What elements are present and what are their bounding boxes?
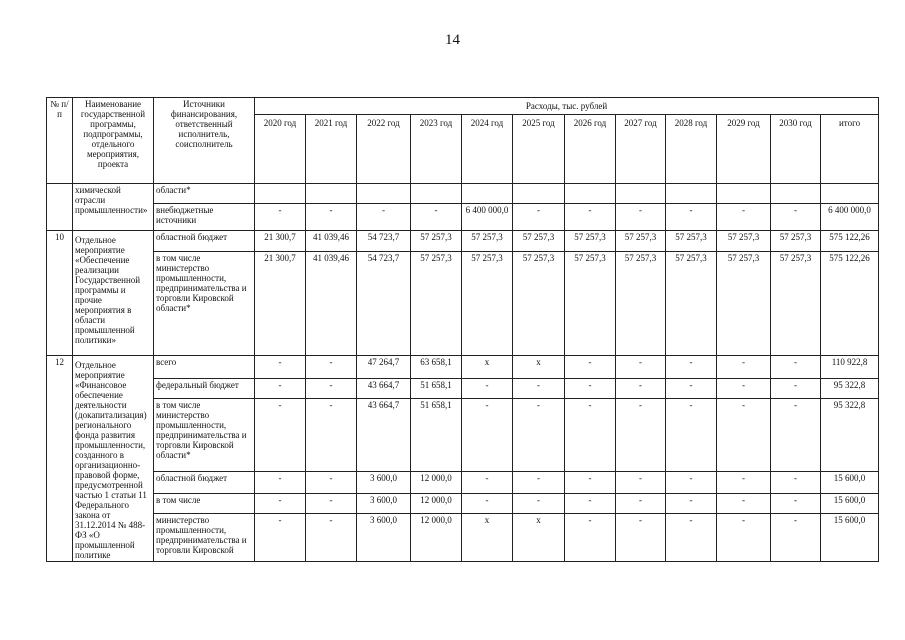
header-year: 2028 год (666, 115, 717, 184)
value-cell: 57 257,3 (411, 252, 462, 356)
funding-source: областной бюджет (154, 231, 255, 252)
program-name: Отдельное мероприятие «Обеспечение реализации Государственной программы и прочие мероприятия в области промышленной политики» (73, 231, 154, 356)
value-cell: - (411, 204, 462, 231)
value-cell: - (717, 356, 771, 379)
value-total: 15 600,0 (821, 471, 879, 493)
table-row (47, 514, 879, 562)
table-row (47, 399, 879, 471)
value-cell: 57 257,3 (771, 231, 821, 252)
value-cell: - (616, 204, 666, 231)
funding-source: в том числе министерство промышленности, предпринимательства и торговли Кировской области* (154, 252, 255, 356)
value-cell: - (462, 471, 513, 493)
value-cell: - (616, 471, 666, 493)
value-cell: - (565, 471, 616, 493)
header-year: 2025 год (513, 115, 565, 184)
value-cell: 63 658,1 (411, 356, 462, 379)
value-cell: - (513, 493, 565, 514)
value-cell: 57 257,3 (565, 252, 616, 356)
row-number: 12 (47, 356, 73, 562)
funding-source: области* (154, 184, 255, 204)
value-cell: х (462, 514, 513, 562)
value-cell (462, 184, 513, 204)
value-cell: - (616, 356, 666, 379)
value-cell (411, 184, 462, 204)
value-total: 110 922,8 (821, 356, 879, 379)
value-cell: - (771, 493, 821, 514)
value-cell: - (513, 399, 565, 471)
value-cell: - (771, 399, 821, 471)
value-cell: - (771, 356, 821, 379)
value-cell: - (357, 204, 411, 231)
value-cell (616, 184, 666, 204)
value-cell (513, 184, 565, 204)
value-cell: х (513, 514, 565, 562)
value-cell (357, 184, 411, 204)
value-cell: - (255, 493, 306, 514)
value-cell: - (255, 471, 306, 493)
value-cell: - (306, 204, 357, 231)
value-cell: - (306, 399, 357, 471)
funding-source: внебюджетные источники (154, 204, 255, 231)
value-total: 95 322,8 (821, 378, 879, 399)
funding-source: в том числе (154, 493, 255, 514)
value-cell: - (666, 356, 717, 379)
table-row (47, 252, 879, 356)
value-cell: - (771, 378, 821, 399)
value-cell: - (616, 493, 666, 514)
value-cell: х (462, 356, 513, 379)
value-cell: 57 257,3 (513, 231, 565, 252)
value-total: 575 122,26 (821, 231, 879, 252)
value-cell (666, 184, 717, 204)
value-cell: - (771, 204, 821, 231)
value-cell: - (771, 514, 821, 562)
value-cell: - (255, 399, 306, 471)
header-year: 2022 год (357, 115, 411, 184)
value-cell: 57 257,3 (462, 252, 513, 356)
value-cell: - (616, 378, 666, 399)
value-cell: 57 257,3 (462, 231, 513, 252)
value-cell: - (462, 493, 513, 514)
value-cell: - (771, 471, 821, 493)
value-cell: 41 039,46 (306, 231, 357, 252)
value-cell: 43 664,7 (357, 399, 411, 471)
value-cell: х (513, 356, 565, 379)
header-year: 2023 год (411, 115, 462, 184)
header-expenses: Расходы, тыс. рублей (255, 98, 879, 115)
header-year: 2020 год (255, 115, 306, 184)
program-name: химической отрасли промышленности» (73, 184, 154, 231)
table-row (47, 184, 879, 204)
value-cell: - (565, 399, 616, 471)
value-cell: - (666, 471, 717, 493)
value-cell: 43 664,7 (357, 378, 411, 399)
value-cell: - (462, 378, 513, 399)
page-number: 14 (445, 32, 460, 48)
value-total: 6 400 000,0 (821, 204, 879, 231)
value-cell: 47 264,7 (357, 356, 411, 379)
value-cell: - (666, 493, 717, 514)
value-cell: - (717, 493, 771, 514)
value-cell: 54 723,7 (357, 252, 411, 356)
header-year: 2021 год (306, 115, 357, 184)
value-cell (771, 184, 821, 204)
value-cell: - (717, 399, 771, 471)
value-cell: - (666, 204, 717, 231)
value-cell (255, 184, 306, 204)
budget-table (46, 97, 879, 562)
value-cell: - (462, 399, 513, 471)
value-cell: - (255, 378, 306, 399)
table-row (47, 378, 879, 399)
header-name: Наименование государственной программы, подпрограммы, отдельного мероприятия, проекта (73, 98, 154, 184)
value-cell: - (565, 514, 616, 562)
value-cell: - (717, 514, 771, 562)
value-cell: - (306, 378, 357, 399)
value-cell: 57 257,3 (771, 252, 821, 356)
value-cell: - (666, 378, 717, 399)
value-cell: 57 257,3 (717, 252, 771, 356)
value-cell: 41 039,46 (306, 252, 357, 356)
program-name: Отдельное мероприятие «Финансовое обеспечение деятельности (докапитализация) регионального фонда развития промышленности, созданного в организационно-правовой форме, предусмотренной частью 1 статьи 11 Федерального закона от 31.12.2014 № 488-ФЗ «О промышленной политике (73, 356, 154, 562)
value-cell: - (616, 514, 666, 562)
value-cell: 3 600,0 (357, 471, 411, 493)
value-cell: - (717, 471, 771, 493)
header-year: 2027 год (616, 115, 666, 184)
value-cell: - (306, 493, 357, 514)
value-cell (306, 184, 357, 204)
value-total: 575 122,26 (821, 252, 879, 356)
value-cell: 54 723,7 (357, 231, 411, 252)
value-cell: - (717, 204, 771, 231)
value-cell: - (513, 204, 565, 231)
value-total: 95 322,8 (821, 399, 879, 471)
header-no: № п/п (47, 98, 73, 184)
value-cell: - (565, 493, 616, 514)
value-cell: 57 257,3 (666, 252, 717, 356)
header-year: 2029 год (717, 115, 771, 184)
funding-source: федеральный бюджет (154, 378, 255, 399)
value-cell: - (666, 514, 717, 562)
value-cell: 51 658,1 (411, 399, 462, 471)
table-row (47, 204, 879, 231)
value-cell: 21 300,7 (255, 252, 306, 356)
table-row (47, 356, 879, 379)
value-cell: - (565, 378, 616, 399)
value-cell: 12 000,0 (411, 514, 462, 562)
value-cell: 57 257,3 (717, 231, 771, 252)
value-cell: - (255, 204, 306, 231)
value-cell: - (306, 471, 357, 493)
value-cell: - (616, 399, 666, 471)
funding-source: всего (154, 356, 255, 379)
value-cell: - (666, 399, 717, 471)
funding-source: министерство промышленности, предпринимательства и торговли Кировской (154, 514, 255, 562)
value-total: 15 600,0 (821, 493, 879, 514)
value-cell: - (306, 514, 357, 562)
value-total (821, 184, 879, 204)
funding-source: в том числе министерство промышленности, предпринимательства и торговли Кировской области* (154, 399, 255, 471)
table-row (47, 493, 879, 514)
header-source: Источники финансирования, ответственный исполнитель, соисполнитель (154, 98, 255, 184)
value-cell: - (565, 356, 616, 379)
value-cell: 3 600,0 (357, 514, 411, 562)
value-cell (717, 184, 771, 204)
header-year: 2030 год (771, 115, 821, 184)
value-cell: 6 400 000,0 (462, 204, 513, 231)
value-cell: 57 257,3 (616, 252, 666, 356)
value-cell: 12 000,0 (411, 493, 462, 514)
value-cell: 57 257,3 (565, 231, 616, 252)
header-year: итого (821, 115, 879, 184)
value-cell: - (513, 378, 565, 399)
value-cell: - (717, 378, 771, 399)
funding-source: областной бюджет (154, 471, 255, 493)
value-cell: 57 257,3 (616, 231, 666, 252)
value-total: 15 600,0 (821, 514, 879, 562)
header-year: 2026 год (565, 115, 616, 184)
value-cell: 51 658,1 (411, 378, 462, 399)
value-cell: - (306, 356, 357, 379)
value-cell: 21 300,7 (255, 231, 306, 252)
value-cell: 57 257,3 (666, 231, 717, 252)
value-cell (565, 184, 616, 204)
value-cell: - (255, 356, 306, 379)
row-number (47, 184, 73, 231)
value-cell: 3 600,0 (357, 493, 411, 514)
row-number: 10 (47, 231, 73, 356)
value-cell: 12 000,0 (411, 471, 462, 493)
value-cell: - (565, 204, 616, 231)
table-row (47, 471, 879, 493)
value-cell: - (255, 514, 306, 562)
value-cell: 57 257,3 (411, 231, 462, 252)
table-row (47, 231, 879, 252)
value-cell: 57 257,3 (513, 252, 565, 356)
value-cell: - (513, 471, 565, 493)
header-year: 2024 год (462, 115, 513, 184)
